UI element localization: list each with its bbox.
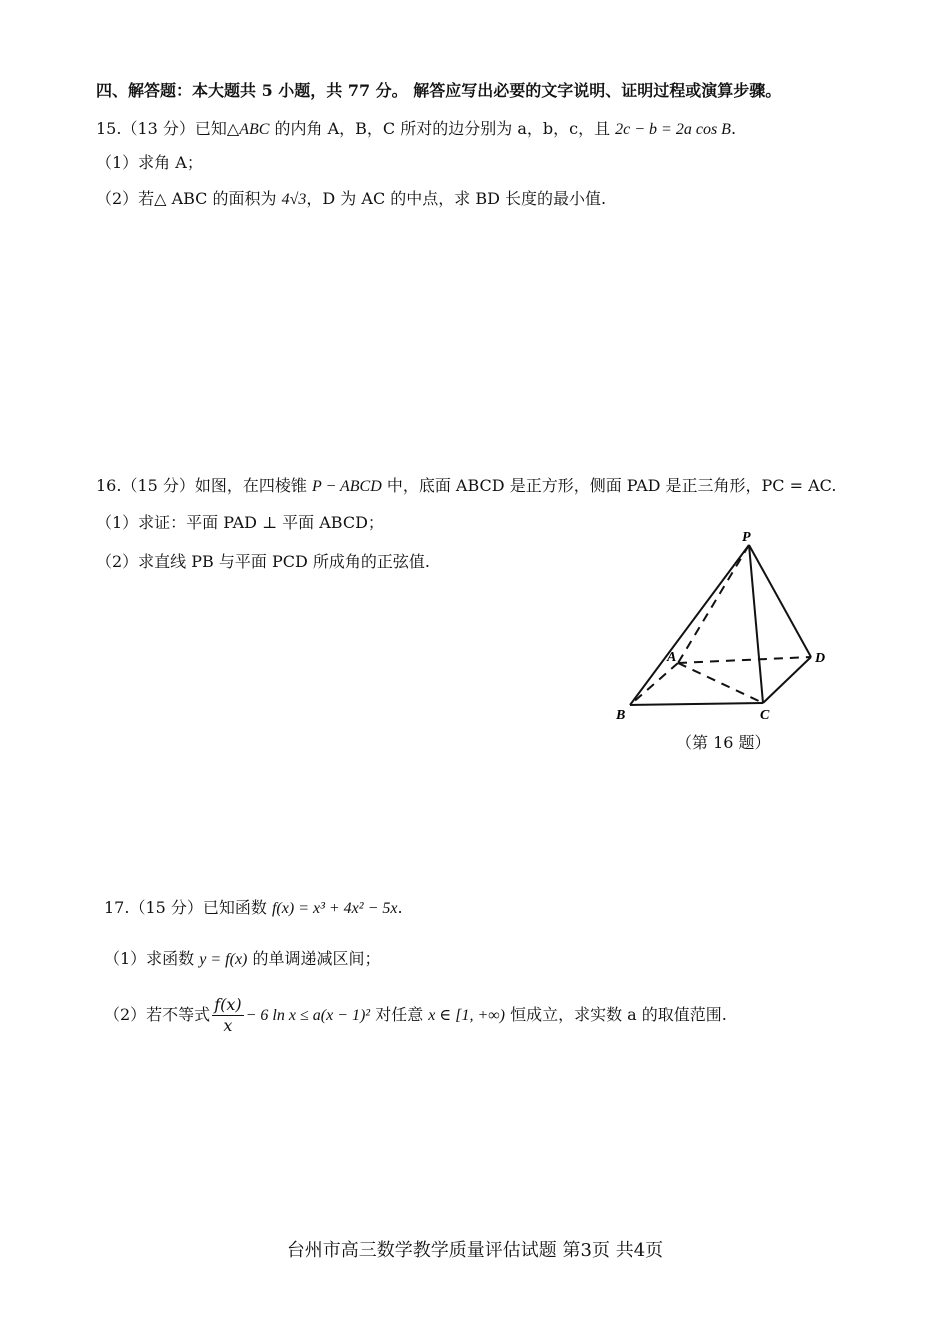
q17-part2-mid: 对任意 — [370, 1005, 429, 1024]
label-P: P — [742, 530, 751, 545]
q17-stem-prefix: 17.（15 分）已知函数 — [104, 898, 272, 917]
pyramid-figure — [600, 525, 860, 765]
label-C: C — [760, 708, 770, 723]
edge-AD — [678, 657, 811, 663]
q17-stem — [104, 897, 403, 920]
q15-part2-prefix: （2）若△ ABC 的面积为 — [96, 189, 282, 208]
edge-PC — [749, 545, 763, 703]
q17-part1-prefix: （1）求函数 — [104, 949, 200, 968]
q17-interval-formula: x ∈ [1, +∞) — [428, 1007, 505, 1024]
q15-triangle-name: ABC — [239, 121, 270, 138]
q15-part1: （1）求角 A； — [96, 153, 203, 172]
q15-stem — [96, 118, 736, 141]
page-footer: 台州市高三数学教学质量评估试题 第3页 共4页 — [286, 1240, 664, 1261]
edge-AB — [630, 663, 678, 705]
q16-part1: （1）求证：平面 PAD ⊥ 平面 ABCD； — [96, 513, 384, 532]
q16-stem — [96, 475, 836, 498]
q17-part1-end: 的单调递减区间； — [247, 949, 381, 968]
q17-stem-end: . — [397, 898, 403, 917]
q17-part1-formula: y = f(x) — [199, 951, 248, 968]
label-A: A — [667, 650, 677, 665]
q16-pyramid-formula: P − ABCD — [311, 478, 382, 495]
q16-stem-prefix: 16.（15 分）如图，在四棱锥 — [96, 476, 312, 495]
edge-AC — [678, 663, 763, 703]
q16-part2: （2）求直线 PB 与平面 PCD 所成角的正弦值. — [96, 552, 430, 571]
q15-stem-end: . — [730, 119, 737, 138]
q17-inequality-formula: − 6 ln x ≤ a(x − 1)² — [245, 1007, 371, 1024]
q17-part2-end: 恒成立，求实数 a 的取值范围. — [505, 1005, 727, 1024]
q15-area-formula: 4√3 — [281, 191, 307, 208]
q17-part2-prefix: （2）若不等式 — [104, 1005, 211, 1024]
q15-condition-formula: 2c − b = 2a cos B — [615, 121, 731, 138]
q15-part2-end: ，D 为 AC 的中点，求 BD 长度的最小值. — [306, 189, 607, 208]
q17-fraction-numerator: f(x) — [214, 995, 242, 1014]
q17-part1 — [104, 948, 380, 971]
q17-fraction-denominator: x — [223, 1016, 233, 1035]
edge-CD — [763, 657, 811, 703]
q15-part2 — [96, 188, 606, 211]
q17-fraction — [212, 995, 243, 1036]
label-D: D — [815, 651, 826, 666]
q17-function-formula: f(x) = x³ + 4x² − 5x — [271, 900, 398, 917]
edge-PB — [630, 545, 749, 705]
label-B: B — [616, 708, 626, 723]
figure-caption: （第 16 题） — [676, 733, 771, 752]
q15-stem-mid: 的内角 A，B，C 所对的边分别为 a，b，c，且 — [269, 119, 616, 138]
q15-stem-prefix: 15.（13 分）已知△ — [96, 119, 240, 138]
edge-BC — [630, 703, 763, 705]
q16-stem-end: 中，底面 ABCD 是正方形，侧面 PAD 是正三角形，PC = AC. — [381, 476, 837, 495]
q17-part2 — [104, 992, 727, 1039]
section-heading: 四、解答题：本大题共 5 小题，共 77 分。 解答应写出必要的文字说明、证明过程或演算步骤。 — [96, 81, 782, 100]
edge-PA — [678, 545, 749, 663]
